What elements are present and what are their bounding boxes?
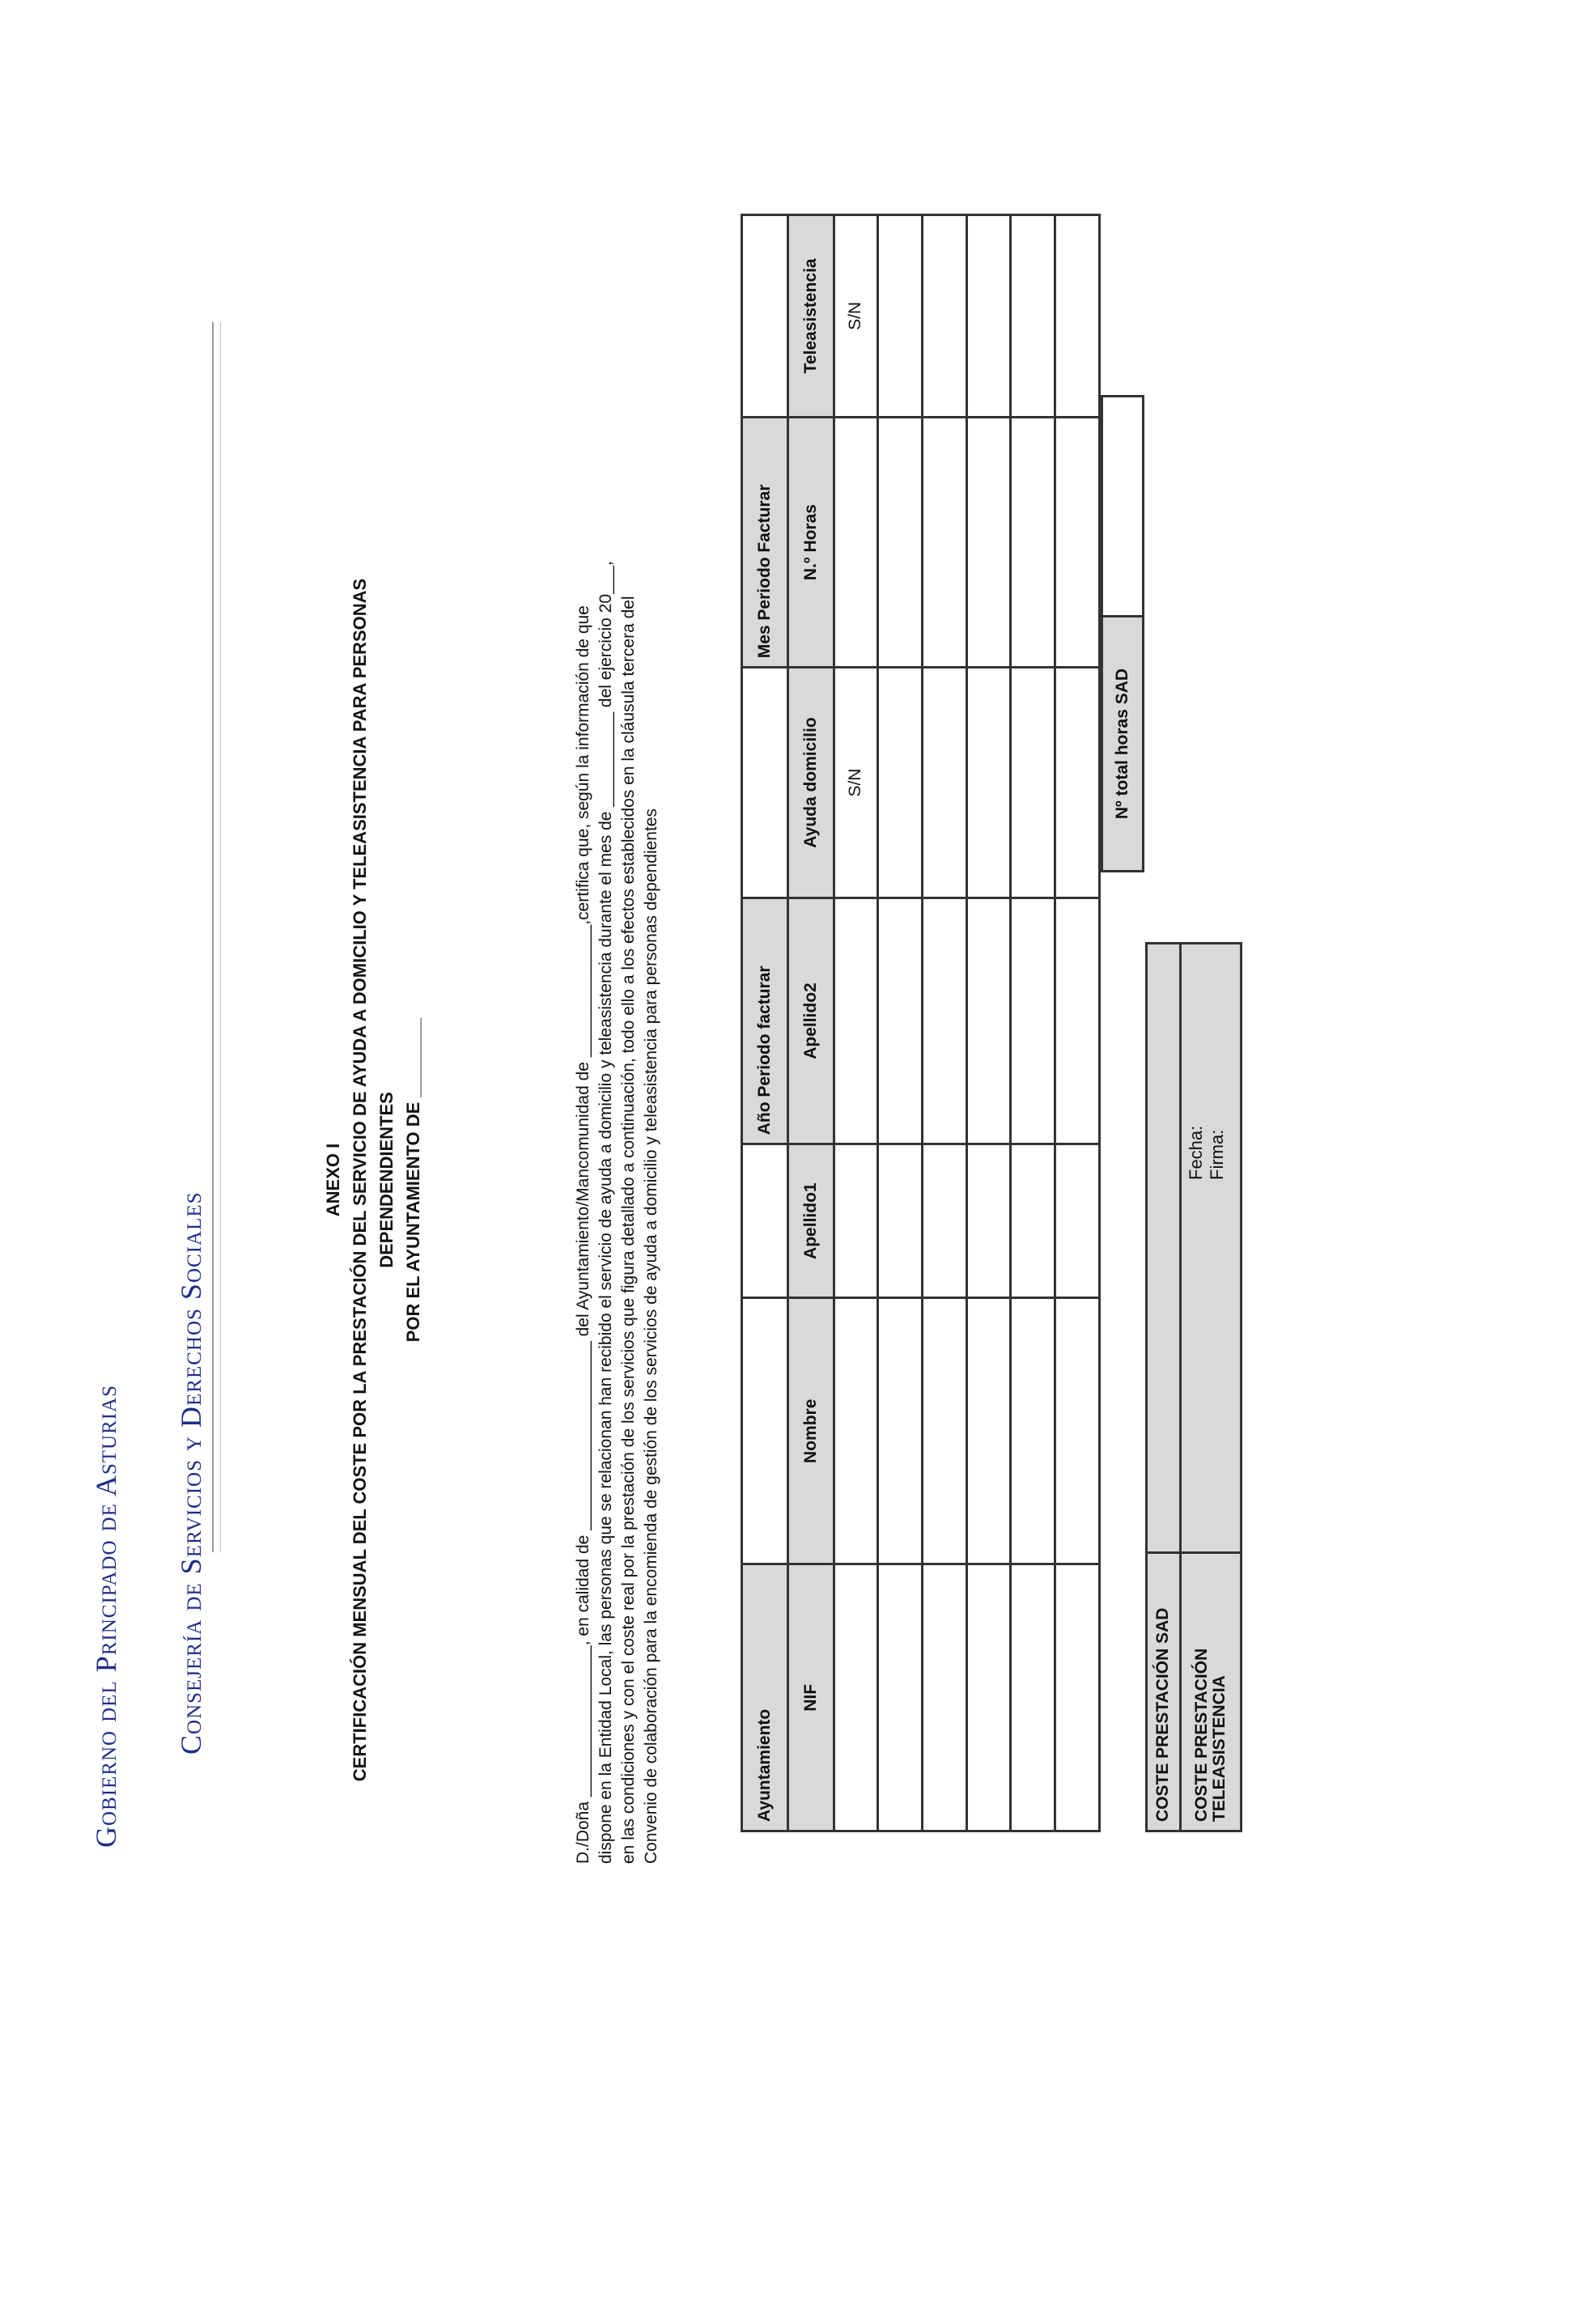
cell-nombre[interactable] [923,1298,967,1564]
cell-horas[interactable] [923,417,967,667]
cell-horas[interactable] [1055,417,1100,667]
cell-horas[interactable] [834,417,878,667]
cell-ayuda-domicilio[interactable] [923,668,967,898]
column-header-nombre: Nombre [787,1298,834,1564]
cell-apellido1[interactable] [878,1144,923,1298]
column-header-teleasistencia: Teleasistencia [787,215,834,418]
cell-apellido2[interactable] [878,898,923,1144]
cell-teleasistencia[interactable] [966,215,1011,418]
cell-teleasistencia[interactable]: S/N [834,215,878,418]
table-column-header-row [787,215,834,1831]
ayuntamiento-header: Ayuntamiento [742,1564,788,1831]
coste-sad-label: COSTE PRESTACIÓN SAD [1147,1553,1181,1831]
cell-ayuda-domicilio[interactable] [966,668,1011,898]
cell-nombre[interactable] [834,1298,878,1564]
cell-teleasistencia[interactable] [1011,215,1055,418]
certification-paragraph [572,0,663,1864]
cell-ayuda-domicilio[interactable] [878,668,923,898]
cell-apellido2[interactable] [1055,898,1100,1144]
cell-nombre[interactable] [1055,1298,1100,1564]
cell-teleasistencia[interactable] [1055,215,1100,418]
column-header-apellido2: Apellido2 [787,898,834,1144]
table-row [1055,215,1100,1831]
cell-apellido1[interactable] [1011,1144,1055,1298]
table-cell [742,215,788,418]
table-cell [742,1298,788,1564]
column-header-nif: NIF [787,1564,834,1831]
cell-nif[interactable] [834,1564,878,1831]
coste-tele-label-line2: TELEASISTENCIA [1209,1675,1229,1822]
table-row [878,215,923,1831]
table-row [1011,215,1055,1831]
column-header-horas: N.º Horas [787,417,834,667]
coste-table [1145,942,1242,1832]
cell-nif[interactable] [923,1564,967,1831]
paragraph-line: dispone en la Entidad Local, las personas que se relacionan han recibido el servicio de ayuda a domicilio y teleasistencia durante el mes de __________ del ejercicio 20___, [596,561,615,1864]
column-header-apellido1: Apellido1 [787,1144,834,1298]
header-divider [212,322,214,1552]
fecha-label: Fecha: [1186,1125,1206,1180]
total-horas-table [1101,395,1144,872]
table-group-header-row [742,215,788,1831]
cell-nombre[interactable] [1011,1298,1055,1564]
signature-block [1186,1126,1228,1180]
coste-tele-label-line1: COSTE PRESTACIÓN [1191,1648,1211,1822]
cell-ayuda-domicilio[interactable] [1011,668,1055,898]
cell-horas[interactable] [966,417,1011,667]
cell-horas[interactable] [878,417,923,667]
paragraph-line: D./Doña ________________, en calidad de ____________________ del Ayuntamiento/Mancomunidad de ______________,certifica que, según la información de que [574,605,592,1864]
cell-nombre[interactable] [878,1298,923,1564]
cell-nif[interactable] [1011,1564,1055,1831]
anio-periodo-header: Año Periodo facturar [742,898,788,1144]
cell-apellido1[interactable] [923,1144,967,1298]
document-titles [320,403,427,1957]
mes-periodo-header: Mes Periodo Facturar [742,417,788,667]
cell-apellido2[interactable] [966,898,1011,1144]
cell-apellido1[interactable] [1055,1144,1100,1298]
cell-teleasistencia[interactable] [923,215,967,418]
cell-horas[interactable] [1011,417,1055,667]
cell-nif[interactable] [1055,1564,1100,1831]
header-divider-thin [220,322,221,1552]
cell-ayuda-domicilio[interactable]: S/N [834,668,878,898]
paragraph-line: Convenio de colaboración para la encomienda de gestión de los servicios de ayuda a domicilio y teleasistencia para personas dependientes [642,808,660,1864]
beneficiaries-table [741,214,1101,1832]
cell-nif[interactable] [878,1564,923,1831]
gobierno-header: Gobierno del Principado de Asturias [90,1384,122,1848]
table-row [923,215,967,1831]
table-cell [742,668,788,898]
certificacion-title-line2: DEPENDENDIENTES [376,1092,397,1268]
cell-ayuda-domicilio[interactable] [1055,668,1100,898]
cell-nif[interactable] [966,1564,1011,1831]
coste-teleasistencia-label [1180,1553,1241,1831]
cell-apellido2[interactable] [834,898,878,1144]
paragraph-line: en las condiciones y con el coste real por la prestación de los servicios que figura detallado a continuación, todo ello a los efectos establecidos en la cláusula tercera del [619,596,638,1864]
table-cell [742,1144,788,1298]
consejeria-header: Consejería de Servicios y Derechos Sociales [175,1191,207,1755]
coste-teleasistencia-value[interactable] [1180,944,1241,1553]
cell-apellido1[interactable] [966,1144,1011,1298]
cell-apellido2[interactable] [1011,898,1055,1144]
anexo-title: ANEXO I [323,1143,343,1217]
total-horas-label: Nº total horas SAD [1102,617,1144,872]
certificacion-title: CERTIFICACIÓN MENSUAL DEL COSTE POR LA PRESTACIÓN DEL SERVICIO DE AYUDA A DOMICILIO Y TELEASISTENCIA PARA PERSONAS [350,578,370,1782]
table-row [834,215,878,1831]
cell-apellido2[interactable] [923,898,967,1144]
column-header-ayuda-domicilio: Ayuda domicilio [787,668,834,898]
cell-teleasistencia[interactable] [878,215,923,418]
firma-label: Firma: [1207,1129,1227,1180]
cell-nombre[interactable] [966,1298,1011,1564]
total-horas-value[interactable] [1102,397,1144,617]
table-row [966,215,1011,1831]
cell-apellido1[interactable] [834,1144,878,1298]
coste-sad-value[interactable] [1147,944,1181,1553]
ayuntamiento-title: POR EL AYUNTAMIENTO DE ________ [403,1017,423,1343]
